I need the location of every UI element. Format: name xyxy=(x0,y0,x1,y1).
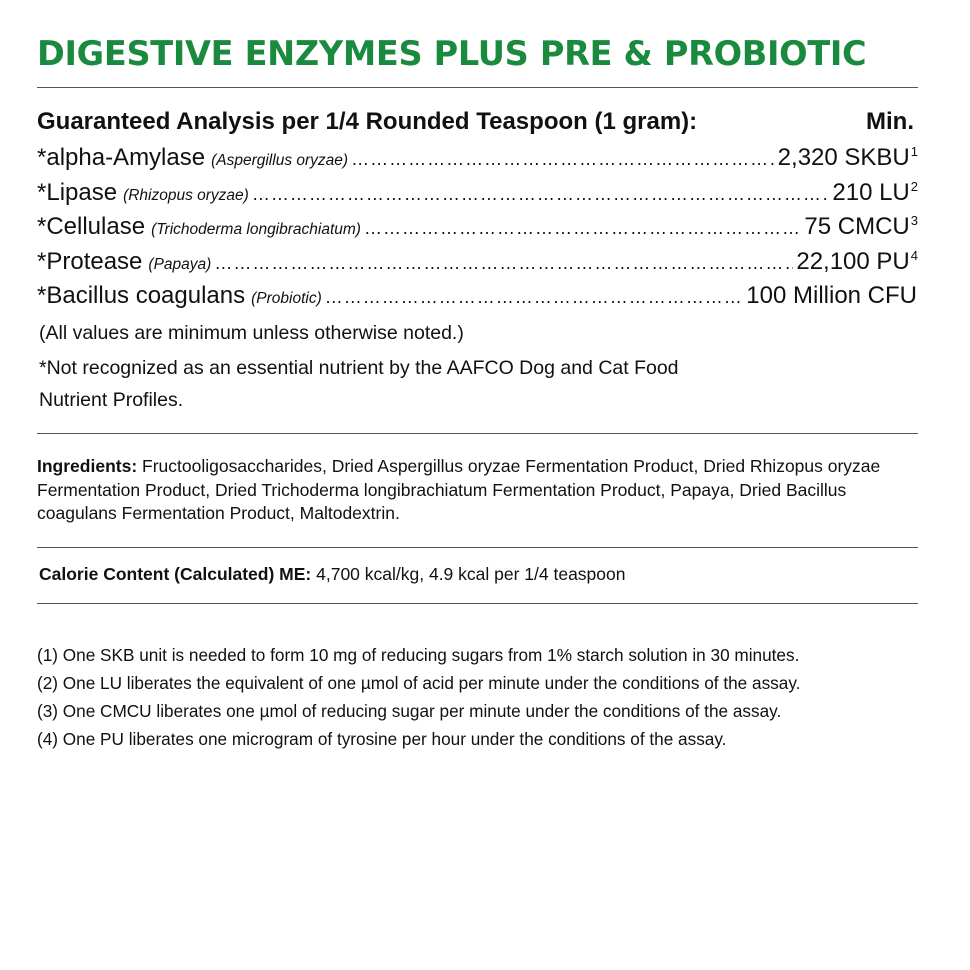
nutrient-value: 22,100 $PU^4$ xyxy=(796,247,918,275)
divider xyxy=(37,433,918,434)
guaranteed-analysis-heading: Guaranteed Analysis per 1/4 Rounded Teaspoon (1 gram): xyxy=(37,108,698,135)
nutrient-source: (Aspergillus oryzae) xyxy=(211,152,349,169)
footnote-ref: 4 xyxy=(910,247,918,263)
analysis-row xyxy=(37,179,918,214)
calorie-text: 4,700 kcal/kg, 4.9 kcal per 1/4 teaspoon xyxy=(311,564,626,584)
nutrient-source: (Trichoderma longibrachiatum) xyxy=(151,221,361,238)
nutrient-source: (Probiotic) xyxy=(251,290,322,307)
dot-leader xyxy=(325,287,744,308)
product-title: DIGESTIVE ENZYMES PLUS PRE & PROBIOTIC xyxy=(37,34,867,73)
analysis-row xyxy=(37,282,918,317)
divider xyxy=(37,87,918,88)
nutrient-name: *alpha-Amylase xyxy=(37,144,206,171)
guaranteed-analysis-header xyxy=(37,108,918,136)
guaranteed-analysis-list xyxy=(37,144,918,317)
dot-leader xyxy=(214,253,793,274)
product-label xyxy=(37,0,918,970)
divider xyxy=(37,547,918,548)
footnotes xyxy=(37,641,800,753)
footnote: (1) One SKB unit is needed to form 10 mg of reducing sugars from 1% starch solution in 30 minutes. xyxy=(37,645,800,665)
analysis-row xyxy=(37,248,918,283)
nutrient-value: 100 Million CFU xyxy=(746,282,917,309)
dot-leader xyxy=(351,149,775,170)
analysis-row xyxy=(37,144,918,179)
ingredients-section xyxy=(37,455,918,526)
footnote: (2) One LU liberates the equivalent of one µmol of acid per minute under the conditions of the assay. xyxy=(37,673,801,693)
calorie-label: Calorie Content (Calculated) ME: xyxy=(39,564,312,584)
nutrient-value: 75 CMCU$^3$ xyxy=(804,213,918,240)
footnote-ref: 3 xyxy=(910,213,918,228)
dot-leader xyxy=(252,184,830,205)
ingredients-label: Ingredients: xyxy=(37,456,138,476)
nutrient-name: *Cellulase xyxy=(37,213,146,240)
nutrient-name: *Lipase xyxy=(37,178,118,206)
footnote-ref: 2 xyxy=(910,178,918,194)
nutrient-value: 2,320 SKBU$^1$ xyxy=(777,144,918,171)
nutrient-source: (Rhizopus oryzae) xyxy=(123,186,249,204)
footnote: (3) One CMCU liberates one µmol of reducing sugar per minute under the conditions of the assay. xyxy=(37,701,782,721)
nutrient-name: *Protease xyxy=(37,247,143,275)
nutrient-value: 210 $LU^2$ xyxy=(832,178,918,206)
nutrient-name: *Bacillus coagulans xyxy=(37,282,246,309)
calorie-section xyxy=(39,563,920,587)
min-label: Min. xyxy=(866,108,914,135)
ingredients-text: Fructooligosaccharides, Dried Aspergillus oryzae Fermentation Product, Dried Rhizopus oryzae Fermentation Product, Dried Trichoderma longibrachiatum Fermentation Product, Papaya, Dried Bacillus coagulans Fermentation Product, Maltodextrin. xyxy=(37,456,881,523)
footnote: (4) One PU liberates one microgram of tyrosine per hour under the conditions of the assay. xyxy=(37,729,727,749)
minimum-note: (All values are minimum unless otherwise noted.) xyxy=(39,322,464,344)
footnote-ref: 1 xyxy=(910,144,918,159)
dot-leader xyxy=(364,218,801,239)
analysis-row xyxy=(37,213,918,248)
divider xyxy=(37,603,918,604)
aafco-note: *Not recognized as an essential nutrient by the AAFCO Dog and Cat Food Nutrient Profiles. xyxy=(39,357,679,411)
nutrient-source: (Papaya) xyxy=(148,255,212,273)
